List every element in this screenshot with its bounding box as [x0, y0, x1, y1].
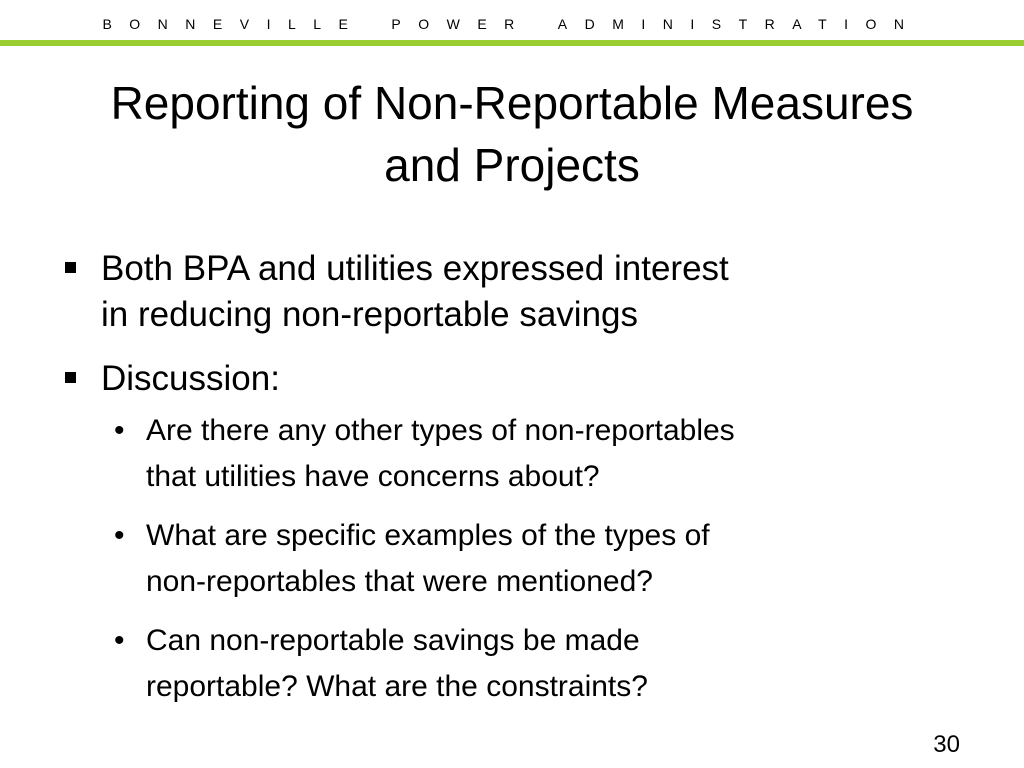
- slide-title: [0, 72, 1024, 196]
- square-bullet-icon: [65, 262, 76, 273]
- slide-title-line-1: Reporting of Non-Reportable Measures: [110, 77, 914, 129]
- bullet-list: [64, 246, 964, 723]
- sub-bullet-text-line-2: non-reportables that were mentioned?: [146, 565, 653, 598]
- bullet-item-discussion: [64, 356, 964, 402]
- header-word-bonneville: BONNEVILLE: [102, 16, 366, 32]
- organization-name: [0, 10, 1024, 38]
- page-number: 30: [933, 731, 960, 758]
- header-rule: [0, 40, 1024, 46]
- header-band: [0, 0, 1024, 46]
- round-bullet-icon: •: [114, 624, 125, 657]
- bullet-text-line-2: in reducing non-reportable savings: [101, 295, 638, 334]
- sub-bullet-item-examples: [64, 513, 964, 605]
- sub-bullet-text-line-2: that utilities have concerns about?: [146, 460, 600, 493]
- sub-bullet-text-line-1: What are specific examples of the types of: [146, 519, 710, 552]
- bullet-item-interest: [64, 246, 964, 338]
- round-bullet-icon: •: [114, 519, 125, 552]
- bullet-text-line-1: Discussion:: [101, 359, 280, 398]
- slide-title-line-2: and Projects: [384, 139, 640, 191]
- square-bullet-icon: [65, 372, 76, 383]
- header-word-administration: ADMINISTRATION: [557, 16, 922, 32]
- round-bullet-icon: •: [114, 414, 125, 447]
- header-word-power: POWER: [391, 16, 532, 32]
- sub-bullet-text-line-2: reportable? What are the constraints?: [146, 670, 648, 703]
- sub-bullet-text-line-1: Can non-reportable savings be made: [146, 624, 640, 657]
- sub-bullet-text-line-1: Are there any other types of non-reportables: [146, 414, 735, 447]
- sub-bullet-item-other-types: [64, 408, 964, 500]
- bullet-text-line-1: Both BPA and utilities expressed interest: [101, 249, 729, 288]
- sub-bullet-item-constraints: [64, 618, 964, 710]
